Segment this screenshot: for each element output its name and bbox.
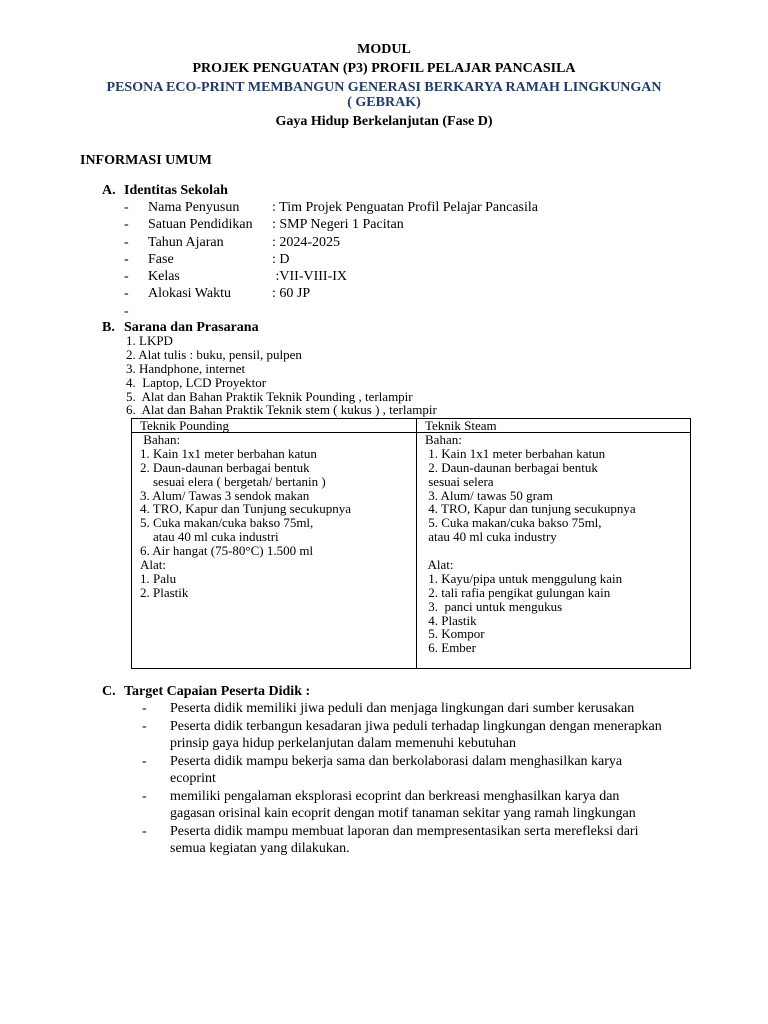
bullet-dash: - — [142, 823, 147, 839]
target-text: Peserta didik mampu bekerja sama dan berkolaborasi dalam menghasilkan karya ecoprint — [170, 753, 623, 786]
material-line: Alat: — [140, 557, 166, 573]
material-line: 6. Ember — [425, 640, 476, 656]
section-c-title: Target Capaian Peserta Didik : — [124, 684, 311, 699]
section-a-title: Identitas Sekolah — [124, 183, 228, 198]
material-line: 2. Daun-daunan berbagai bentuk — [140, 459, 310, 475]
identity-key: Fase — [148, 251, 174, 267]
identity-key: Kelas — [148, 269, 180, 285]
identity-key: Satuan Pendidikan — [148, 217, 253, 233]
material-line: 2. Daun-daunan berbagai bentuk — [425, 459, 598, 475]
identity-key: Tahun Ajaran — [148, 234, 224, 250]
target-item — [142, 718, 662, 753]
target-item — [142, 700, 662, 718]
facility-item: 3. Handphone, internet — [126, 360, 246, 376]
material-line: Alat: — [425, 557, 454, 573]
material-line: 4. TRO, Kapur dan tunjung secukupnya — [425, 501, 636, 517]
facility-item: 4. Laptop, LCD Proyektor — [126, 374, 267, 390]
section-c-heading — [102, 684, 310, 700]
material-line: atau 40 ml cuka industri — [140, 529, 279, 545]
facility-item: 6. Alat dan Bahan Praktik Teknik stem ( kukus ) , terlampir — [126, 402, 437, 418]
subtheme-title: Gaya Hidup Berkelanjutan (Fase D) — [275, 114, 493, 129]
bullet-dash: - — [124, 234, 129, 250]
section-a-letter: A. — [102, 183, 116, 198]
bullet-dash: - — [124, 286, 129, 302]
target-text: Peserta didik mampu membuat laporan dan mempresentasikan serta merefleksi dari semua kegiatan yang dilakukan. — [170, 823, 639, 856]
bullet-dash: - — [142, 788, 147, 804]
material-line: 4. TRO, Kapur dan Tunjung secukupnya — [140, 501, 352, 517]
identity-row — [124, 234, 538, 251]
bullet-dash: - — [124, 251, 129, 267]
target-list — [142, 700, 662, 858]
identity-value: : Tim Projek Penguatan Profil Pelajar Pancasila — [272, 200, 538, 215]
identity-row — [124, 303, 538, 320]
identity-key: Nama Penyusun — [148, 200, 240, 215]
facility-item: 2. Alat tulis : buku, pensil, pulpen — [126, 346, 302, 362]
material-line: 6. Air hangat (75-80°C) 1.500 ml — [140, 543, 314, 559]
tools-table — [131, 418, 691, 669]
target-text: Peserta didik memiliki jiwa peduli dan menjaga lingkungan dari sumber kerusakan — [170, 701, 635, 716]
pounding-cell — [132, 433, 417, 669]
bullet-dash: - — [124, 200, 129, 215]
section-b-title: Sarana dan Prasarana — [124, 320, 259, 335]
identity-key: Alokasi Waktu — [148, 286, 231, 302]
section-c-letter: C. — [102, 684, 116, 699]
bullet-dash: - — [124, 303, 129, 319]
material-line: 4. Plastik — [425, 612, 477, 628]
section-a-heading — [102, 183, 228, 199]
material-line: 3. panci untuk mengukus — [425, 598, 563, 614]
material-line: 5. Kompor — [425, 626, 485, 642]
material-line: atau 40 ml cuka industry — [425, 529, 557, 545]
identity-row — [124, 285, 538, 302]
identity-value: : 60 JP — [272, 286, 311, 302]
material-line: 5. Cuka makan/cuka bakso 75ml, — [425, 515, 602, 531]
material-line: 5. Cuka makan/cuka bakso 75ml, — [140, 515, 314, 531]
facility-item: 5. Alat dan Bahan Praktik Teknik Pounding , terlampir — [126, 388, 413, 404]
bullet-dash: - — [124, 269, 129, 285]
material-line: 1. Kain 1x1 meter berbahan katun — [140, 445, 317, 461]
material-line: 3. Alum/ Tawas 3 sendok makan — [140, 487, 310, 503]
module-label: MODUL — [357, 42, 411, 57]
target-item — [142, 788, 662, 823]
target-text: Peserta didik terbangun kesadaran jiwa peduli terhadap lingkungan dengan menerapkan prinsip gaya hidup perkelanjutan dalam memenuhi kebutuhan — [170, 718, 662, 751]
material-line: 1. Kain 1x1 meter berbahan katun — [425, 445, 606, 461]
target-item — [142, 823, 662, 858]
material-line: 1. Palu — [140, 570, 177, 586]
material-line: 1. Kayu/pipa untuk menggulung kain — [425, 570, 623, 586]
project-title: PROJEK PENGUATAN (P3) PROFIL PELAJAR PANCASILA — [192, 61, 576, 76]
bullet-dash: - — [142, 701, 147, 716]
identity-value: : 2024-2025 — [272, 234, 341, 250]
material-line: 2. Plastik — [140, 584, 189, 600]
steam-cell — [417, 433, 691, 669]
bullet-dash: - — [124, 217, 129, 233]
material-line: sesuai elera ( bergetah/ bertanin ) — [140, 473, 326, 489]
facilities-list — [126, 334, 437, 417]
identity-list — [124, 199, 538, 320]
identity-row — [124, 199, 538, 216]
facility-item: 1. LKPD — [126, 333, 173, 348]
material-line: 3. Alum/ tawas 50 gram — [425, 487, 553, 503]
target-item — [142, 753, 662, 788]
identity-row — [124, 216, 538, 233]
info-heading: INFORMASI UMUM — [80, 153, 212, 168]
identity-value: : D — [272, 251, 290, 267]
identity-row — [124, 251, 538, 268]
theme-title: PESONA ECO-PRINT MEMBANGUN GENERASI BERKARYA RAMAH LINGKUNGAN — [106, 80, 662, 95]
bullet-dash: - — [142, 753, 147, 769]
bullet-dash: - — [142, 718, 147, 734]
material-line: Bahan: — [425, 432, 462, 447]
identity-value: : SMP Negeri 1 Pacitan — [272, 217, 404, 233]
material-line: Bahan: — [140, 432, 181, 447]
identity-value: :VII-VIII-IX — [272, 269, 348, 285]
table-header-steam: Teknik Steam — [417, 419, 691, 433]
identity-row — [124, 268, 538, 285]
material-line: 2. tali rafia pengikat gulungan kain — [425, 584, 611, 600]
material-line — [425, 544, 690, 558]
theme-acronym: ( GEBRAK) — [347, 95, 421, 110]
table-header-pounding: Teknik Pounding — [132, 419, 417, 433]
material-line: sesuai selera — [425, 473, 494, 489]
section-b-letter: B. — [102, 320, 115, 335]
target-text: memiliki pengalaman eksplorasi ecoprint dan berkreasi menghasilkan karya dan gagasan orisinal kain ecoprit dengan motif tanaman sekitar yang ramah lingkungan — [170, 788, 636, 821]
